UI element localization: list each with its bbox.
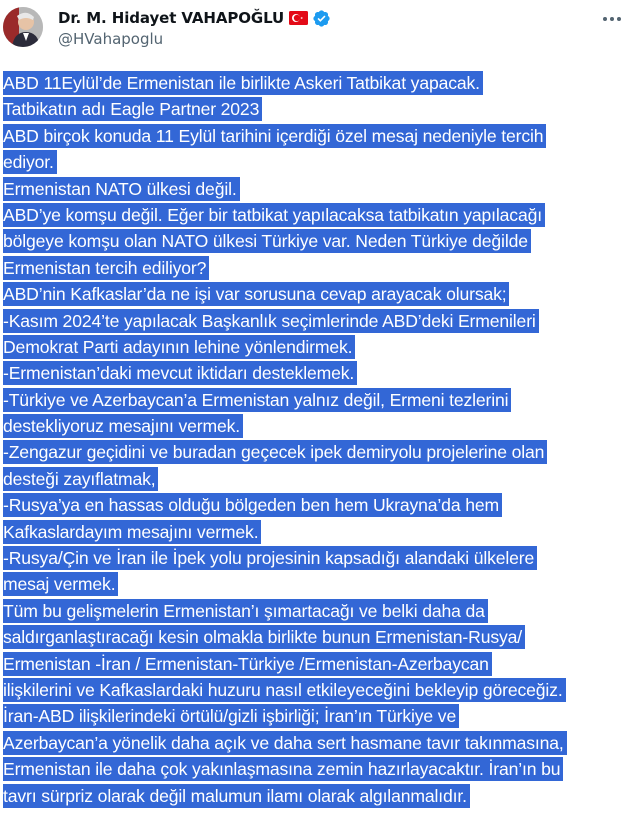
tweet-text-line — [3, 519, 637, 545]
selected-text: Demokrat Parti adayının lehine yönlendirmek. — [3, 335, 355, 359]
tweet-text-line — [3, 281, 637, 307]
selected-text: desteği zayıflatmak, — [3, 467, 158, 491]
tweet-text-line — [3, 360, 637, 386]
selected-text: Azerbaycan’a yönelik daha açık ve daha sert hasmane tavır takınmasına, — [3, 731, 567, 755]
selected-text: saldırganlaştıracağı kesin olmakla birlikte bunun Ermenistan-Rusya/ — [3, 625, 525, 649]
tweet-text-line — [3, 545, 637, 571]
tweet-text-line — [3, 703, 637, 729]
selected-text: Ermenistan tercih ediliyor? — [3, 256, 209, 280]
selected-text: -Zengazur geçidini ve buradan geçecek ipek demiryolu projelerine olan — [3, 440, 547, 464]
tweet-text-line — [3, 176, 637, 202]
selected-text: Ermenistan ile daha çok yakınlaşmasına zemin hazırlayacaktır. İran’ın bu — [3, 757, 563, 781]
author-handle[interactable]: @HVahapoglu — [58, 30, 164, 48]
tweet-header — [0, 0, 642, 66]
selected-text: ediyor. — [3, 150, 57, 174]
tweet-text-line — [3, 466, 637, 492]
more-horizontal-icon — [602, 16, 622, 22]
avatar-photo-icon — [3, 7, 43, 47]
selected-text: -Ermenistan’daki mevcut iktidarı desteklemek. — [3, 361, 357, 385]
tweet-text-line — [3, 228, 637, 254]
tweet-text-line — [3, 413, 637, 439]
selected-text: Ermenistan -İran / Ermenistan-Türkiye /Ermenistan-Azerbaycan — [3, 652, 492, 676]
avatar[interactable] — [3, 7, 43, 47]
selected-text: ABD’nin Kafkaslar’da ne işi var sorusuna cevap arayacak olursak; — [3, 282, 509, 306]
author-name-row — [58, 7, 331, 29]
tweet-text-line — [3, 571, 637, 597]
selected-text: -Kasım 2024’te yapılacak Başkanlık seçimlerinde ABD’deki Ermenileri — [3, 309, 539, 333]
verified-badge-icon[interactable] — [312, 9, 331, 28]
selected-text: mesaj vermek. — [3, 572, 118, 596]
selected-text: -Rusya/Çin ve İran ile İpek yolu projesinin kapsadığı alandaki ülkelere — [3, 546, 537, 570]
tweet-text-line — [3, 651, 637, 677]
tweet-text-line — [3, 783, 637, 809]
tweet-text-line — [3, 598, 637, 624]
selected-text: Tatbikatın adı Eagle Partner 2023 — [3, 97, 262, 121]
selected-text: -Rusya’ya en hassas olduğu bölgeden ben hem Ukrayna’da hem — [3, 493, 502, 517]
tweet-text-line — [3, 677, 637, 703]
selected-text: ABD 11Eylül’de Ermenistan ile birlikte Askeri Tatbikat yapacak. — [3, 71, 483, 95]
tweet-text-line — [3, 624, 637, 650]
selected-text: Ermenistan NATO ülkesi değil. — [3, 177, 240, 201]
tweet-text-line — [3, 123, 637, 149]
selected-text: Tüm bu gelişmelerin Ermenistan’ı şımartacağı ve belki daha da — [3, 599, 488, 623]
tweet-text-line — [3, 202, 637, 228]
tweet-text-line — [3, 492, 637, 518]
tweet-text-line — [3, 149, 637, 175]
selected-text: ABD birçok konuda 11 Eylül tarihini içerdiği özel mesaj nedeniyle tercih — [3, 124, 546, 148]
selected-text: İran-ABD ilişkilerindeki örtülü/gizli işbirliği; İran’ın Türkiye ve — [3, 704, 459, 728]
tweet-text-line — [3, 96, 637, 122]
selected-text: -Türkiye ve Azerbaycan’a Ermenistan yalnız değil, Ermeni tezlerini — [3, 388, 511, 412]
tweet-text-line — [3, 730, 637, 756]
selected-text: destekliyoruz mesajını vermek. — [3, 414, 243, 438]
selected-text: bölgeye komşu olan NATO ülkesi Türkiye var. Neden Türkiye değilde — [3, 229, 531, 253]
tweet-text-line — [3, 70, 637, 96]
turkey-flag-icon — [289, 11, 308, 25]
selected-text: Kafkaslardayım mesajını vermek. — [3, 520, 261, 544]
selected-text: ABD’ye komşu değil. Eğer bir tatbikat yapılacaksa tatbikatın yapılacağı — [3, 203, 545, 227]
author-display-name[interactable]: Dr. M. Hidayet VAHAPOĞLU — [58, 9, 285, 27]
tweet-text-line — [3, 387, 637, 413]
tweet-text-line — [3, 308, 637, 334]
tweet-text-line — [3, 334, 637, 360]
tweet-text — [3, 70, 637, 809]
selected-text: tavrı sürpriz olarak değil malumun ilamı olarak algılanmalıdır. — [3, 784, 470, 808]
more-options-button[interactable] — [598, 8, 626, 30]
tweet-text-line — [3, 756, 637, 782]
tweet-text-line — [3, 439, 637, 465]
selected-text: ilişkilerini ve Kafkaslardaki huzuru nasıl etkileyeceğini bekleyip göreceğiz. — [3, 678, 566, 702]
tweet-text-line — [3, 255, 637, 281]
